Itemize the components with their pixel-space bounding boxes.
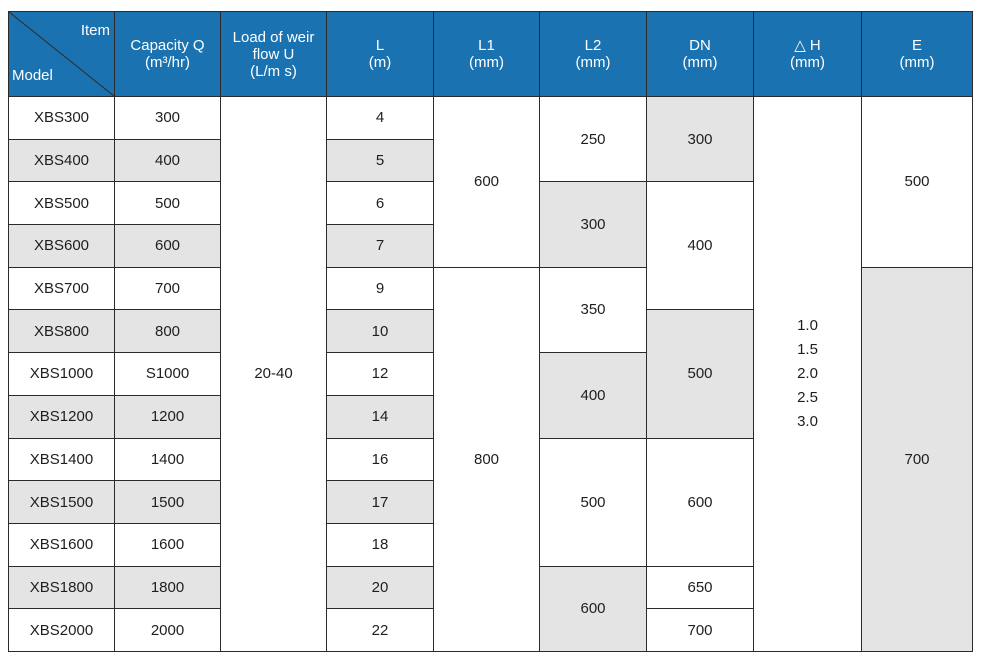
model-cell: XBS1400 <box>9 438 115 481</box>
dH-value: 1.0 <box>797 316 818 334</box>
item-label: Item <box>80 22 110 39</box>
L2-cell: 250 <box>540 97 647 182</box>
model-cell: XBS700 <box>9 267 115 310</box>
L-cell: 10 <box>327 310 434 353</box>
model-cell: XBS1800 <box>9 566 115 609</box>
dH-value: 1.5 <box>797 340 818 358</box>
model-cell: XBS300 <box>9 97 115 140</box>
L1-cell: 600 <box>434 97 540 268</box>
capacity-header <box>115 12 221 97</box>
capacity-cell: 1200 <box>115 395 221 438</box>
DN-cell: 650 <box>647 566 754 609</box>
model-cell: XBS800 <box>9 310 115 353</box>
L1-header-name: L1 <box>478 37 495 54</box>
corner-header-cell <box>9 12 115 97</box>
DN-cell: 400 <box>647 182 754 310</box>
L-cell: 9 <box>327 267 434 310</box>
L1-header-unit: (mm) <box>469 54 504 71</box>
dH-header <box>754 12 862 97</box>
L2-cell: 350 <box>540 267 647 352</box>
DN-cell: 300 <box>647 97 754 182</box>
model-cell: XBS400 <box>9 139 115 182</box>
capacity-cell: S1000 <box>115 353 221 396</box>
L-cell: 20 <box>327 566 434 609</box>
capacity-cell: 1400 <box>115 438 221 481</box>
capacity-cell: 800 <box>115 310 221 353</box>
model-label: Model <box>12 67 53 84</box>
L-cell: 5 <box>327 139 434 182</box>
DN-header-name: DN <box>689 37 711 54</box>
model-cell: XBS2000 <box>9 609 115 652</box>
DN-cell: 700 <box>647 609 754 652</box>
E-header <box>862 12 973 97</box>
L2-header-name: L2 <box>584 37 602 54</box>
model-cell: XBS600 <box>9 225 115 268</box>
L1-header <box>434 12 540 97</box>
L2-cell: 300 <box>540 182 647 267</box>
table-row <box>9 97 973 140</box>
L2-cell: 500 <box>540 438 647 566</box>
E-header-name: E <box>911 37 922 54</box>
dH-cell <box>754 97 862 652</box>
load-header-unit: (L/m s) <box>250 62 297 80</box>
capacity-cell: 300 <box>115 97 221 140</box>
header-row <box>9 12 973 97</box>
L-cell: 16 <box>327 438 434 481</box>
capacity-cell: 500 <box>115 182 221 225</box>
capacity-header-name: Capacity Q <box>130 37 205 54</box>
E-cell: 700 <box>862 267 973 651</box>
L-cell: 17 <box>327 481 434 524</box>
load-header-line1: Load of weir <box>232 28 315 46</box>
load-header-line2: flow U <box>252 45 295 63</box>
model-cell: XBS1600 <box>9 523 115 566</box>
model-cell: XBS500 <box>9 182 115 225</box>
L-cell: 14 <box>327 395 434 438</box>
L2-cell: 400 <box>540 353 647 438</box>
load-header <box>221 12 327 97</box>
dH-value: 2.0 <box>797 364 818 382</box>
dH-value: 2.5 <box>797 388 818 406</box>
capacity-cell: 1500 <box>115 481 221 524</box>
DN-cell: 600 <box>647 438 754 566</box>
L2-header <box>540 12 647 97</box>
capacity-cell: 600 <box>115 225 221 268</box>
capacity-cell: 400 <box>115 139 221 182</box>
capacity-cell: 1800 <box>115 566 221 609</box>
DN-header <box>647 12 754 97</box>
L-header <box>327 12 434 97</box>
dH-header-name: △ H <box>794 37 821 54</box>
L-cell: 18 <box>327 523 434 566</box>
load-cell: 20-40 <box>221 97 327 652</box>
dH-value: 3.0 <box>797 412 818 430</box>
capacity-cell: 700 <box>115 267 221 310</box>
capacity-header-unit: (m³/hr) <box>145 54 190 71</box>
L1-cell: 800 <box>434 267 540 651</box>
L-header-name: L <box>375 37 385 54</box>
L2-header-unit: (mm) <box>575 54 611 71</box>
DN-cell: 500 <box>647 310 754 438</box>
capacity-cell: 1600 <box>115 523 221 566</box>
L-cell: 7 <box>327 225 434 268</box>
dH-header-unit: (mm) <box>790 54 825 71</box>
L-cell: 4 <box>327 97 434 140</box>
E-cell: 500 <box>862 97 973 268</box>
model-cell: XBS1200 <box>9 395 115 438</box>
spec-table <box>8 11 973 652</box>
L-cell: 12 <box>327 353 434 396</box>
model-cell: XBS1000 <box>9 353 115 396</box>
L-cell: 6 <box>327 182 434 225</box>
DN-header-unit: (mm) <box>682 54 718 71</box>
L-cell: 22 <box>327 609 434 652</box>
model-cell: XBS1500 <box>9 481 115 524</box>
L-header-unit: (m) <box>368 54 392 71</box>
L2-cell: 600 <box>540 566 647 651</box>
capacity-cell: 2000 <box>115 609 221 652</box>
E-header-unit: (mm) <box>899 54 935 71</box>
